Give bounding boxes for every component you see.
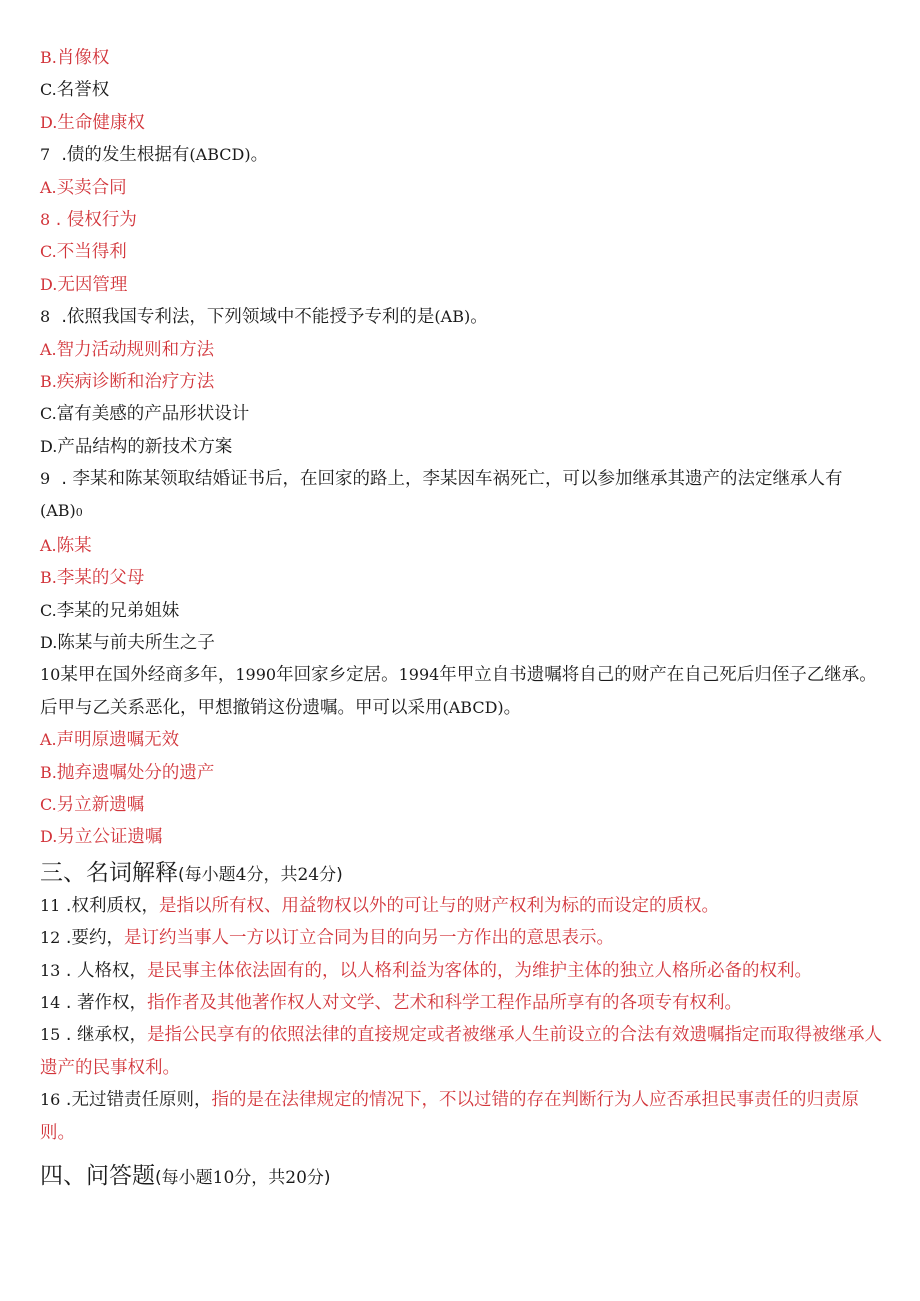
question-answer: (ABCD) bbox=[442, 697, 504, 717]
term-definition: 指的是在法律规定的情况下，不以过错的存在判断行为人应否承担民事责任的归责原则。 bbox=[40, 1090, 859, 1143]
term-definition: 是指以所有权、用益物权以外的可让与的财产权利为标的而设定的质权。 bbox=[159, 895, 719, 916]
q9-option-d bbox=[40, 627, 885, 659]
option-letter: C. bbox=[40, 80, 57, 100]
term-definition: 是指公民享有的依照法律的直接规定或者被继承人生前设立的合法有效遗嘱指定而取得被继承人遗产的民事权利。 bbox=[40, 1025, 883, 1078]
term-definition: 指作者及其他著作权人对文学、艺术和科学工程作品所享有的各项专有权利。 bbox=[147, 993, 743, 1013]
option-text: 名誉权 bbox=[56, 80, 110, 101]
option-letter: D. bbox=[40, 112, 58, 132]
question-answer: (AB) bbox=[434, 307, 471, 327]
section-title: 四、问答题 bbox=[40, 1163, 155, 1190]
section-per: 4 bbox=[235, 864, 247, 885]
q10-option-b bbox=[40, 757, 885, 789]
q9-option-a bbox=[40, 530, 885, 562]
term-13 bbox=[40, 955, 885, 987]
question-year-2: 1994 bbox=[398, 665, 440, 685]
q7-option-b bbox=[40, 204, 885, 236]
option-letter: A. bbox=[40, 730, 57, 750]
term-name: . 继承权， bbox=[60, 1025, 148, 1046]
option-text: 生命健康权 bbox=[57, 112, 145, 133]
option-text: 李某的父母 bbox=[56, 568, 145, 589]
term-name: .权利质权， bbox=[60, 895, 159, 916]
term-14 bbox=[40, 987, 885, 1019]
question-10 bbox=[40, 659, 885, 724]
section-note-a: (每小题 bbox=[178, 864, 236, 885]
question-text: .债的发生根据有 bbox=[61, 145, 190, 166]
question-text-a: 某甲在国外经商多年， bbox=[60, 665, 236, 686]
term-number: 12 bbox=[40, 928, 61, 948]
term-15 bbox=[40, 1019, 885, 1084]
term-number: 16 bbox=[40, 1090, 61, 1110]
option-letter: C. bbox=[40, 242, 57, 262]
section-note-c: 分) bbox=[319, 864, 343, 885]
section-note-a: (每小题 bbox=[155, 1168, 213, 1189]
section-note-b: 分，共 bbox=[234, 1168, 286, 1189]
question-number: 9 bbox=[40, 469, 51, 489]
term-12 bbox=[40, 922, 885, 954]
option-text: 抛弃遗嘱处分的遗产 bbox=[56, 762, 215, 783]
question-end: 0 bbox=[75, 506, 83, 520]
term-number: 13 bbox=[40, 960, 61, 980]
q8-option-c bbox=[40, 398, 885, 430]
question-text: . 李某和陈某领取结婚证书后，在回家的路上，李某因车祸死亡，可以参加继承其遗产的法定继承人有 bbox=[61, 469, 843, 490]
section-note-b: 分，共 bbox=[246, 864, 298, 885]
option-letter: D. bbox=[40, 436, 58, 456]
option-text: 陈某 bbox=[56, 535, 92, 556]
question-answer: (ABCD) bbox=[189, 145, 251, 165]
option-text: 不当得利 bbox=[56, 242, 127, 263]
option-letter: B. bbox=[40, 568, 57, 588]
option-text: 另立新遗嘱 bbox=[56, 795, 145, 816]
option-letter: B. bbox=[40, 762, 57, 782]
option-text: 买卖合同 bbox=[56, 177, 127, 198]
section-per: 10 bbox=[212, 1168, 235, 1189]
question-answer: (AB) bbox=[40, 501, 76, 521]
question-text: .依照我国专利法，下列领域中不能授予专利的是 bbox=[61, 307, 435, 328]
question-text-b: 年回家乡定居。 bbox=[276, 665, 399, 686]
option-text: 声明原遗嘱无效 bbox=[56, 730, 180, 751]
term-definition: 是订约当事人一方以订立合同为目的向另一方作出的意思表示。 bbox=[124, 928, 614, 949]
question-7 bbox=[40, 139, 885, 171]
option-text: 无因管理 bbox=[57, 274, 128, 295]
q10-option-c bbox=[40, 789, 885, 821]
q9-option-b bbox=[40, 562, 885, 594]
question-8 bbox=[40, 301, 885, 333]
question-text-c: 年甲立自书遗嘱将自己的财产在自己死后归侄子乙继承。后甲与乙关系恶化，甲想撤销这份遗嘱。甲可以采用 bbox=[40, 665, 877, 718]
option-text: 富有美感的产品形状设计 bbox=[56, 404, 250, 425]
q8-option-d bbox=[40, 431, 885, 463]
question-number: 10 bbox=[40, 665, 61, 685]
q8-option-b bbox=[40, 366, 885, 398]
option-letter: A. bbox=[40, 339, 57, 359]
option-d bbox=[40, 107, 885, 139]
option-letter: C. bbox=[40, 404, 57, 424]
section-note-c: 分) bbox=[306, 1168, 331, 1189]
option-text: . 侵权行为 bbox=[50, 209, 137, 230]
option-text: 肖像权 bbox=[56, 48, 110, 68]
q7-option-c bbox=[40, 236, 885, 268]
option-letter: A. bbox=[40, 177, 57, 197]
section-4-heading bbox=[40, 1159, 885, 1193]
option-letter: D. bbox=[40, 827, 58, 847]
question-year-1: 1990 bbox=[235, 665, 277, 685]
option-text: 疾病诊断和治疗方法 bbox=[56, 371, 215, 392]
option-text: 产品结构的新技术方案 bbox=[57, 436, 233, 457]
q9-option-c bbox=[40, 595, 885, 627]
term-11 bbox=[40, 890, 885, 922]
option-b bbox=[40, 42, 885, 74]
option-letter: D. bbox=[40, 633, 58, 653]
option-text: 陈某与前夫所生之子 bbox=[57, 633, 215, 654]
term-number: 11 bbox=[40, 895, 61, 915]
term-name: . 著作权， bbox=[60, 993, 148, 1013]
option-c bbox=[40, 74, 885, 106]
term-definition: 是民事主体依法固有的，以人格利益为客体的，为维护主体的独立人格所必备的权利。 bbox=[147, 960, 813, 981]
q8-option-a bbox=[40, 334, 885, 366]
section-total: 20 bbox=[285, 1168, 307, 1189]
q7-option-a bbox=[40, 172, 885, 204]
option-text: 智力活动规则和方法 bbox=[56, 339, 215, 360]
term-number: 14 bbox=[40, 993, 61, 1012]
option-letter: B. bbox=[40, 371, 57, 391]
term-16 bbox=[40, 1084, 885, 1149]
option-letter: 8 bbox=[40, 209, 51, 229]
option-letter: B. bbox=[40, 48, 57, 67]
section-title: 三、名词解释 bbox=[40, 859, 178, 886]
section-3-heading bbox=[40, 856, 885, 890]
document-page bbox=[40, 42, 885, 1193]
option-letter: A. bbox=[40, 535, 57, 555]
option-letter: C. bbox=[40, 600, 57, 620]
question-number: 7 bbox=[40, 145, 51, 165]
question-number: 8 bbox=[40, 307, 51, 327]
question-9 bbox=[40, 463, 885, 530]
term-name: . 人格权， bbox=[60, 960, 148, 981]
term-number: 15 bbox=[40, 1025, 61, 1045]
option-text: 李某的兄弟姐妹 bbox=[56, 600, 180, 621]
term-name: .要约， bbox=[60, 928, 124, 949]
question-end: 。 bbox=[470, 307, 488, 328]
question-end: 。 bbox=[503, 697, 522, 718]
question-end: 。 bbox=[250, 145, 269, 166]
term-name: .无过错责任原则， bbox=[60, 1090, 212, 1111]
option-letter: C. bbox=[40, 795, 57, 815]
section-total: 24 bbox=[297, 864, 320, 885]
option-text: 另立公证遗嘱 bbox=[57, 827, 163, 848]
q10-option-d bbox=[40, 821, 885, 853]
q7-option-d bbox=[40, 269, 885, 301]
q10-option-a bbox=[40, 724, 885, 756]
option-letter: D. bbox=[40, 274, 58, 294]
